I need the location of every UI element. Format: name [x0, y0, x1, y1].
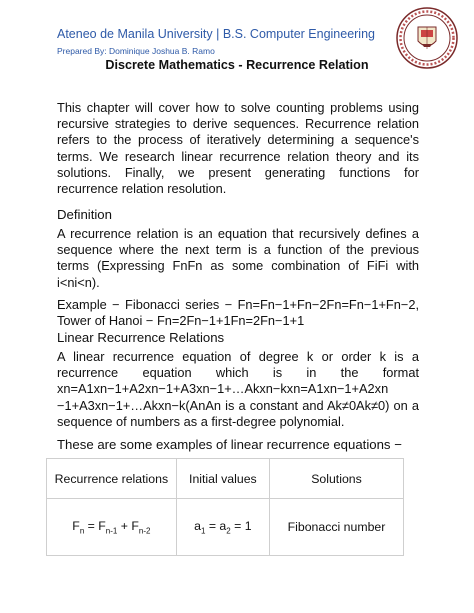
- definition-heading: Definition: [57, 207, 112, 222]
- definition-paragraph: A recurrence relation is an equation that recursively defines a sequence where the next term is a function of the previous terms (Expressing FnFn as some combination of FiFi with i<ni<n).: [57, 226, 419, 290]
- example-paragraph: Example − Fibonacci series − Fn=Fn−1+Fn−2Fn=Fn−1+Fn−2, Tower of Hanoi − Fn=2Fn−1+1Fn=2Fn−1+1: [57, 297, 419, 329]
- cell-initial-values: $a_1 = a_2 = 1$: [176, 499, 269, 556]
- prepared-by: Prepared By: Dominique Joshua B. Ramo: [57, 46, 215, 56]
- document-title: Discrete Mathematics - Recurrence Relation: [105, 58, 369, 72]
- header-title: Ateneo de Manila University | B.S. Computer Engineering: [57, 27, 375, 41]
- cell-solution: Fibonacci number: [269, 499, 403, 556]
- header-recurrence-relations: Recurrence relations: [47, 459, 177, 499]
- table-header-row: [47, 459, 404, 499]
- cell-recurrence: $F_n = F_{n-1} + F_{n-2}$: [47, 499, 177, 556]
- examples-intro: These are some examples of linear recurrence equations −: [57, 437, 402, 452]
- header-initial-values: Initial values: [176, 459, 269, 499]
- table-row: [47, 499, 404, 556]
- linear-paragraph: A linear recurrence equation of degree k or order k is a recurrence equation which is in the format xn=A1xn−1+A2xn−1+A3xn−1+…Akxn−kxn=A1xn−1+A2xn −1+A3xn−1+…Akxn−k(AnAn is a constant and Ak≠0Ak≠0) on a sequence of numbers as a first-degree polynomial.: [57, 349, 419, 429]
- intro-paragraph: This chapter will cover how to solve counting problems using recursive strategies to derive sequences. Recurrence relation refers to the process of iteratively determining a sequence's terms. We research linear recurrence relation theory and its solutions. Finally, we present generating functions for recurrence relation resolution.: [57, 100, 419, 197]
- header-solutions: Solutions: [269, 459, 403, 499]
- linear-heading: Linear Recurrence Relations: [57, 330, 225, 345]
- recurrence-table: [46, 458, 404, 556]
